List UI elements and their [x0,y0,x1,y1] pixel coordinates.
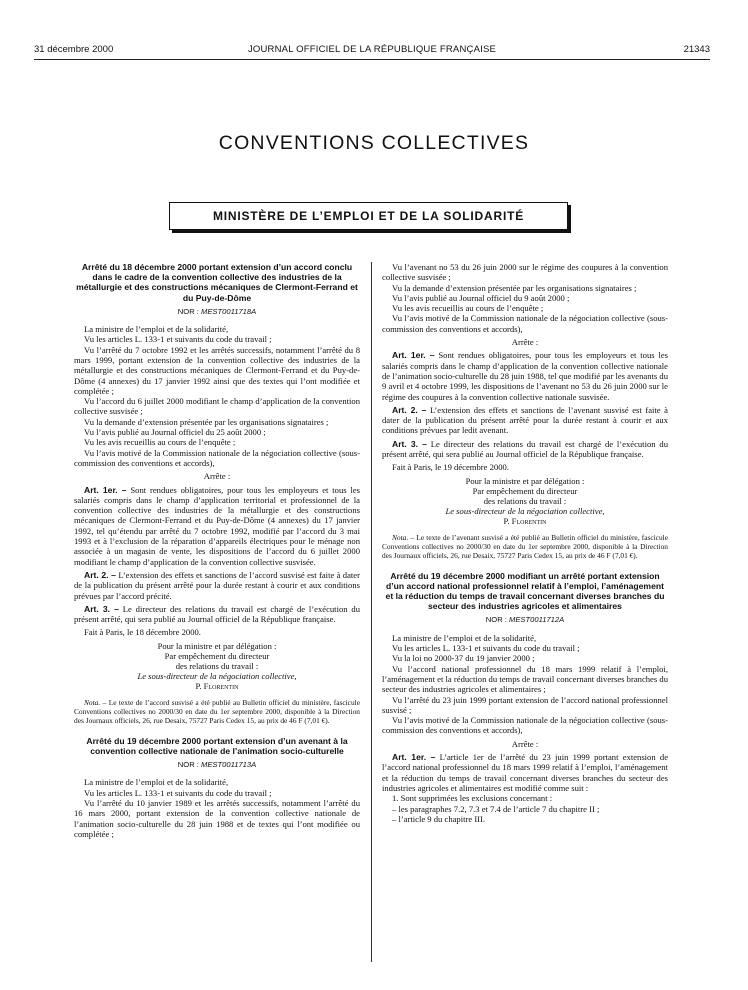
decree-2-vu: Vu l’arrêté du 10 janvier 1989 et les arrêtés successifs, notamment l’arrêté du 16 mars 2000, portant extension de la convention collective nationale de l’animation socio-culturelle du 28 juin 1988 et de textes qui l’ont modifiée ou complétée ; [74,798,360,839]
decree-1-date-place: Fait à Paris, le 18 décembre 2000. [84,627,201,638]
signature-line: Pour la ministre et par délégation : [157,640,277,651]
signature-line: Par empêchement du directeur [164,650,270,661]
decree-2-nota [382,533,668,560]
article-text: Le directeur des relations du travail est chargé de l’exécution du présent arrêté, qui sera publié au Journal officiel de la République française. [74,603,360,625]
decree-1-vu: Vu l’accord du 6 juillet 2000 modifiant le champ d’application de la convention collective susvisée ; [74,396,360,417]
signatory-name: P. Florentin [503,515,547,526]
signature-line: des relations du travail : [175,660,259,671]
ministry-title: MINISTÈRE DE L’EMPLOI ET DE LA SOLIDARITÉ [212,209,525,223]
decree-2-article-2 [382,405,668,436]
decree-1-vu: Vu la demande d’extension présentée par les organisations signataires ; [84,416,329,427]
signature-line: Pour la ministre et par délégation : [465,475,585,486]
decree-2-article-1 [382,350,668,401]
article-label: Art. 3. – [84,603,119,614]
decree-1-minister: La ministre de l’emploi et de la solidarité, [84,324,229,335]
decree-2-signature [382,476,668,526]
decree-3-vu: Vu l’arrêté du 23 juin 1999 portant extension de l’accord national professionnel susvisé ; [382,694,668,715]
rubric-title: CONVENTIONS COLLECTIVES [218,132,530,154]
decree-1-article-2 [74,570,360,601]
decree-3-vu: Vu l’accord national professionnel du 18 mars 1999 relatif à l’emploi, l’aménagement et la réduction du temps de travail concernant diverses branches du secteur des industries agricoles et alimentaires ; [382,663,668,695]
decree-3-title: Arrêté du 19 décembre 2000 modifiant un arrêté portant extension d’un accord national professionnel relatif à l’emploi, l’aménagement et la réduction du temps de travail concernant diverses branches du secteur des industries agricoles et alimentaires [385,570,665,612]
ministry-box [169,202,568,230]
nota-label: Nota. [392,532,409,542]
article-text: Sont rendues obligatoires, pour tous les employeurs et tous les salariés compris dans le champ d’application territorial et professionnel de la convention collective des industries de la métallurgie et des constructions mécaniques de Clermont-Ferrand et du Puy-de-Dôme (4 annexes) du 17 janvier 1992, tel qu’étendu par arrêté du 7 octobre 1992, modifié par l’accord du 3 mai 1993 et à l’exclusion de la réparation d’appareils électriques pour le ménage non associée à un magasin de vente, les dispositions de l’accord du 6 juillet 2000 modifiant le champ d’application de la convention collective susvisée. [74,484,360,567]
decree-2-article-3 [382,439,668,460]
article-label: Art. 1er. – [84,484,127,495]
decree-2-vu: Vu l’avis motivé de la Commission nationale de la négociation collective (sous-commission des conventions et accords), [382,313,668,334]
decree-1-arrete: Arrête : [203,471,231,482]
decree-1-nota [74,698,360,725]
decree-3-vu: Vu l’avis motivé de la Commission nationale de la négociation collective (sous-commission des conventions et accords), [382,715,668,736]
nota-text: – Le texte de l’avenant susvisé a été publié au Bulletin officiel du ministère, fascicule Conventions collectives no 2000/30 en date du 1er septembre 2000, disponible à la Direction des Journaux officiels, 26, rue Desaix, 75727 Paris Cedex 15, au prix de 46 F (7,01 €). [382,532,668,560]
article-label: Art. 2. – [84,569,116,580]
article-text: L’extension des effets et sanctions de l’avenant susvisé est faite à dater de la publication du présent arrêté pour la durée restant à courir et aux conditions prévues par ledit avenant. [382,404,668,436]
signature-role: Le sous-directeur de la négociation collective, [445,505,605,516]
right-column [382,262,668,824]
decree-2-arrete: Arrête : [511,337,539,348]
decree-1-article-3 [74,604,360,625]
article-label: Art. 1er. – [392,350,435,361]
header-date: 31 décembre 2000 [34,44,114,55]
article-label: Art. 1er. – [392,752,436,763]
decree-3-article-1 [382,752,668,793]
decree-2-vu: Vu l’avis publié au Journal officiel du 9 août 2000 ; [392,292,570,303]
article-label: Art. 2. – [392,404,427,415]
decree-1-article-1 [74,485,360,567]
article-text: L’extension des effets et sanctions de l’accord susvisé est faite à dater de la publication du présent arrêté pour la durée restant à courir et aux conditions prévues par l’accord précité. [74,569,360,601]
decree-2-date-place: Fait à Paris, le 19 décembre 2000. [392,462,509,473]
decree-2-minister: La ministre de l’emploi et de la solidarité, [84,777,229,788]
signatory-name: P. Florentin [195,680,239,691]
article-text: L’article 1er de l’arrêté du 23 juin 1999 portant extension de l’accord national professionnel du 18 mars 1999 relatif à l’emploi, l’aménagement et la réduction du temps de travail concernant diverses branches du secteur des industries agricoles et alimentaires est modifié comme suit : [382,752,669,793]
decree-2-title: Arrêté du 19 décembre 2000 portant extension d’un avenant à la convention collective nationale de l’animation socio-culturelle [86,735,348,756]
decree-3-vu: Vu la loi no 2000-37 du 19 janvier 2000 ; [392,653,535,664]
decree-3-list-item: – les paragraphes 7.2, 7.3 et 7.4 de l’article 7 du chapitre II ; [392,803,600,814]
decree-3-vu: Vu les articles L. 133-1 et suivants du code du travail ; [392,643,580,654]
page-header [34,44,710,60]
article-text: Le directeur des relations du travail est chargé de l’exécution du présent arrêté, qui sera publié au Journal officiel de la République française. [382,438,668,460]
header-journal-title: JOURNAL OFFICIEL DE LA RÉPUBLIQUE FRANÇAISE [247,44,497,55]
signature-line: des relations du travail : [483,495,567,506]
article-text: Sont rendues obligatoires, pour tous les employeurs et tous les salariés compris dans le champ d’application de la convention collective nationale de l’animation socio-culturelle du 28 juin 1988, tel que modifié par les avenants du 9 avril et 4 octobre 1999, les dispositions de l’avenant no 53 du 26 juin 2000 sur le régime des coupures à la convention collective nationale susvisée. [382,350,668,402]
nota-text: – Le texte de l’accord susvisé a été publié au Bulletin officiel du ministère, fascicule Conventions collectives no 2000/30 en date du 1er septembre 2000, disponible à la Direction des Journaux officiels, 26, rue Desaix, 75727 Paris Cedex 15, au prix de 46 F (7,01 €). [74,697,360,725]
decree-2-vu: Vu les avis recueillis au cours de l’enquête ; [392,303,544,314]
decree-3-list-item: 1. Sont supprimées les exclusions concernant : [392,793,553,804]
decree-2-vu: Vu la demande d’extension présentée par les organisations signataires ; [392,282,637,293]
column-divider [371,262,372,962]
nor-code: MEST0011718A [201,306,257,316]
header-page-number: 21343 [683,44,710,55]
signature-line: Par empêchement du directeur [472,485,578,496]
left-column [74,262,360,839]
decree-1-vu: Vu l’avis publié au Journal officiel du 25 août 2000 ; [84,427,266,438]
header-rule [34,59,710,60]
decree-1-vu: Vu les avis recueillis au cours de l’enquête ; [84,437,236,448]
nota-label: Nota. [84,697,101,707]
decree-2-vu: Vu les articles L. 133-1 et suivants du code du travail ; [84,787,272,798]
decree-1-title: Arrêté du 18 décembre 2000 portant extension d’un accord conclu dans le cadre de la convention collective des industries de la métallurgie et des constructions mécaniques de Clermont-Ferrand et du Puy-de-Dôme [76,262,358,303]
article-label: Art. 3. – [392,438,427,449]
decree-1-nor [74,307,360,317]
nor-label: NOR : [485,615,507,625]
decree-1-vu: Vu les articles L. 133-1 et suivants du code du travail ; [84,334,272,345]
decree-1-vu: Vu l’avis motivé de la Commission nationale de la négociation collective (sous-commission des conventions et accords), [74,447,360,468]
nor-label: NOR : [177,306,199,316]
decree-3-nor [382,615,668,625]
decree-1-signature [74,641,360,691]
decree-1-vu: Vu l’arrêté du 7 octobre 1992 et les arrêtés successifs, notamment l’arrêté du 8 mars 1999, portant extension de la convention collective des industries de la métallurgie et des constructions mécaniques de Clermont-Ferrand et du Puy-de-Dôme (4 annexes) du 17 janvier 1992 ainsi que des textes qui l’ont modifiée et complétée ; [74,344,360,396]
signature-role: Le sous-directeur de la négociation collective, [137,670,297,681]
nor-code: MEST0011712A [509,615,565,625]
decree-2-vu: Vu l’avenant no 53 du 26 juin 2000 sur le régime des coupures à la convention collective susvisée ; [382,262,668,283]
decree-3-arrete: Arrête : [511,738,539,749]
nor-code: MEST0011713A [201,760,257,770]
decree-3-list-item: – l’article 9 du chapitre III. [392,813,486,824]
decree-2-nor [74,760,360,770]
nor-label: NOR : [177,760,199,770]
decree-3-minister: La ministre de l’emploi et de la solidarité, [392,632,537,643]
